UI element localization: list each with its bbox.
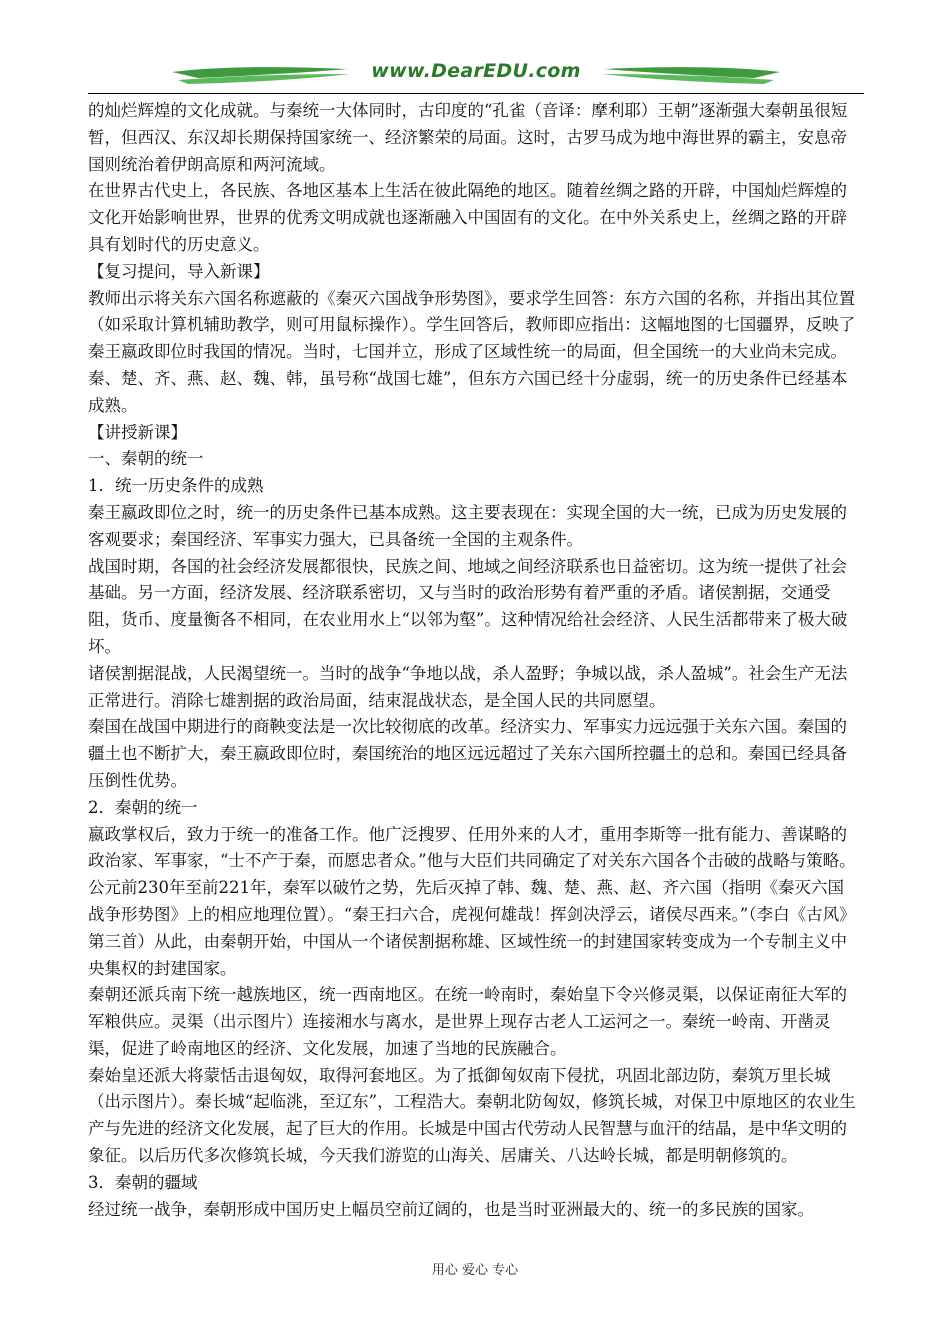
- site-logo[interactable]: www.DearEDU.com: [371, 60, 581, 82]
- subsection-heading: 3．秦朝的疆域: [88, 1172, 198, 1192]
- subsection-heading: 1．统一历史条件的成熟: [88, 476, 264, 496]
- paragraph: 嬴政掌权后，致力于统一的准备工作。他广泛搜罗、任用外来的人才，重用李斯等一批有能力、善谋略的政治家、军事家，“士不产于秦，而愿忠者众。”他与大臣们共同确定了对关东六国各个击破的战略与策略。公元前230年至前221年，秦军以破竹之势，先后灭掉了韩、魏、楚、燕、赵、齐六国（指明《秦灭六国战争形势图》上的相应地理位置）。“秦王扫六合，虎视何雄哉！挥剑决浮云，诸侯尽西来。”（李白《古风》第三首）从此，由秦朝开始，中国从一个诸侯割据称雄、区域性统一的封建国家转变成为一个专制主义中央集权的封建国家。: [88, 824, 856, 978]
- subsection-heading: 2．秦朝的统一: [88, 797, 198, 817]
- paragraph: 秦朝还派兵南下统一越族地区，统一西南地区。在统一岭南时，秦始皇下令兴修灵渠，以保证南征大军的军粮供应。灵渠（出示图片）连接湘水与离水，是世界上现存古老人工运河之一。秦统一岭南、开凿灵渠，促进了岭南地区的经济、文化发展，加速了当地的民族融合。: [88, 985, 847, 1058]
- document-body: [88, 98, 860, 1223]
- paragraph: 经过统一战争，秦朝形成中国历史上幅员空前辽阔的，也是当时亚洲最大的、统一的多民族的国家。: [88, 1199, 814, 1219]
- section-heading: 【讲授新课】: [88, 422, 187, 442]
- paragraph: 秦王嬴政即位之时，统一的历史条件已基本成熟。这主要表现在：实现全国的大一统，已成为历史发展的客观要求；秦国经济、军事实力强大，已具备统一全国的主观条件。: [88, 502, 847, 549]
- paragraph: 教师出示将关东六国名称遮蔽的《秦灭六国战争形势图》，要求学生回答：东方六国的名称，并指出其位置（如采取计算机辅助教学，则可用鼠标操作）。学生回答后，教师即应指出：这幅地图的七国疆界，反映了秦王嬴政即位时我国的情况。当时，七国并立，形成了区域性统一的局面，但全国统一的大业尚未完成。秦、楚、齐、燕、赵、魏、韩，虽号称“战国七雄”，但东方六国已经十分虚弱，统一的历史条件已经基本成熟。: [88, 288, 856, 415]
- paragraph: 的灿烂辉煌的文化成就。与秦统一大体同时，古印度的“孔雀（音译：摩利耶）王朝”逐渐强大秦朝虽很短暂，但西汉、东汉却长期保持国家统一、经济繁荣的局面。这时，古罗马成为地中海世界的霸主，安息帝国则统治着伊朗高原和两河流域。: [88, 101, 848, 174]
- header-divider: [88, 93, 864, 94]
- paragraph: 战国时期，各国的社会经济发展都很快，民族之间、地域之间经济联系也日益密切。这为统一提供了社会基础。另一方面，经济发展、经济联系密切，又与当时的政治形势有着严重的矛盾。诸侯割据，交通受阻，货币、度量衡各不相同，在农业用水上“以邻为壑”。这种情况给社会经济、人民生活都带来了极大破坏。: [88, 556, 848, 656]
- site-header: [88, 60, 864, 94]
- section-heading: 【复习提问，导入新课】: [88, 261, 270, 281]
- page-footer: 用心 爱心 专心: [431, 1263, 519, 1278]
- paragraph: 在世界古代史上，各民族、各地区基本上生活在彼此隔绝的地区。随着丝绸之路的开辟，中国灿烂辉煌的文化开始影响世界，世界的优秀文明成就也逐渐融入中国固有的文化。在中外关系史上，丝绸之路的开辟具有划时代的历史意义。: [88, 181, 847, 254]
- paragraph: 诸侯割据混战，人民渴望统一。当时的战争“争地以战，杀人盈野；争城以战，杀人盈城”。社会生产无法正常进行。消除七雄割据的政治局面，结束混战状态，是全国人民的共同愿望。: [88, 663, 848, 710]
- section-heading: 一、秦朝的统一: [88, 449, 204, 469]
- paragraph: 秦始皇还派大将蒙恬击退匈奴，取得河套地区。为了抵御匈奴南下侵扰，巩固北部边防，秦筑万里长城（出示图片）。秦长城“起临洮，至辽东”，工程浩大。秦朝北防匈奴，修筑长城，对保卫中原地区的农业生产与先进的经济文化发展，起了巨大的作用。长城是中国古代劳动人民智慧与血汗的结晶，是中华文明的象征。以后历代多次修筑长城，今天我们游览的山海关、居庸关、八达岭长城，都是明朝修筑的。: [88, 1065, 856, 1166]
- paragraph: 秦国在战国中期进行的商鞅变法是一次比较彻底的改革。经济实力、军事实力远远强于关东六国。秦国的疆土也不断扩大，秦王嬴政即位时，秦国统治的地区远远超过了关东六国所控疆土的总和。秦国已经具备压倒性优势。: [88, 717, 847, 790]
